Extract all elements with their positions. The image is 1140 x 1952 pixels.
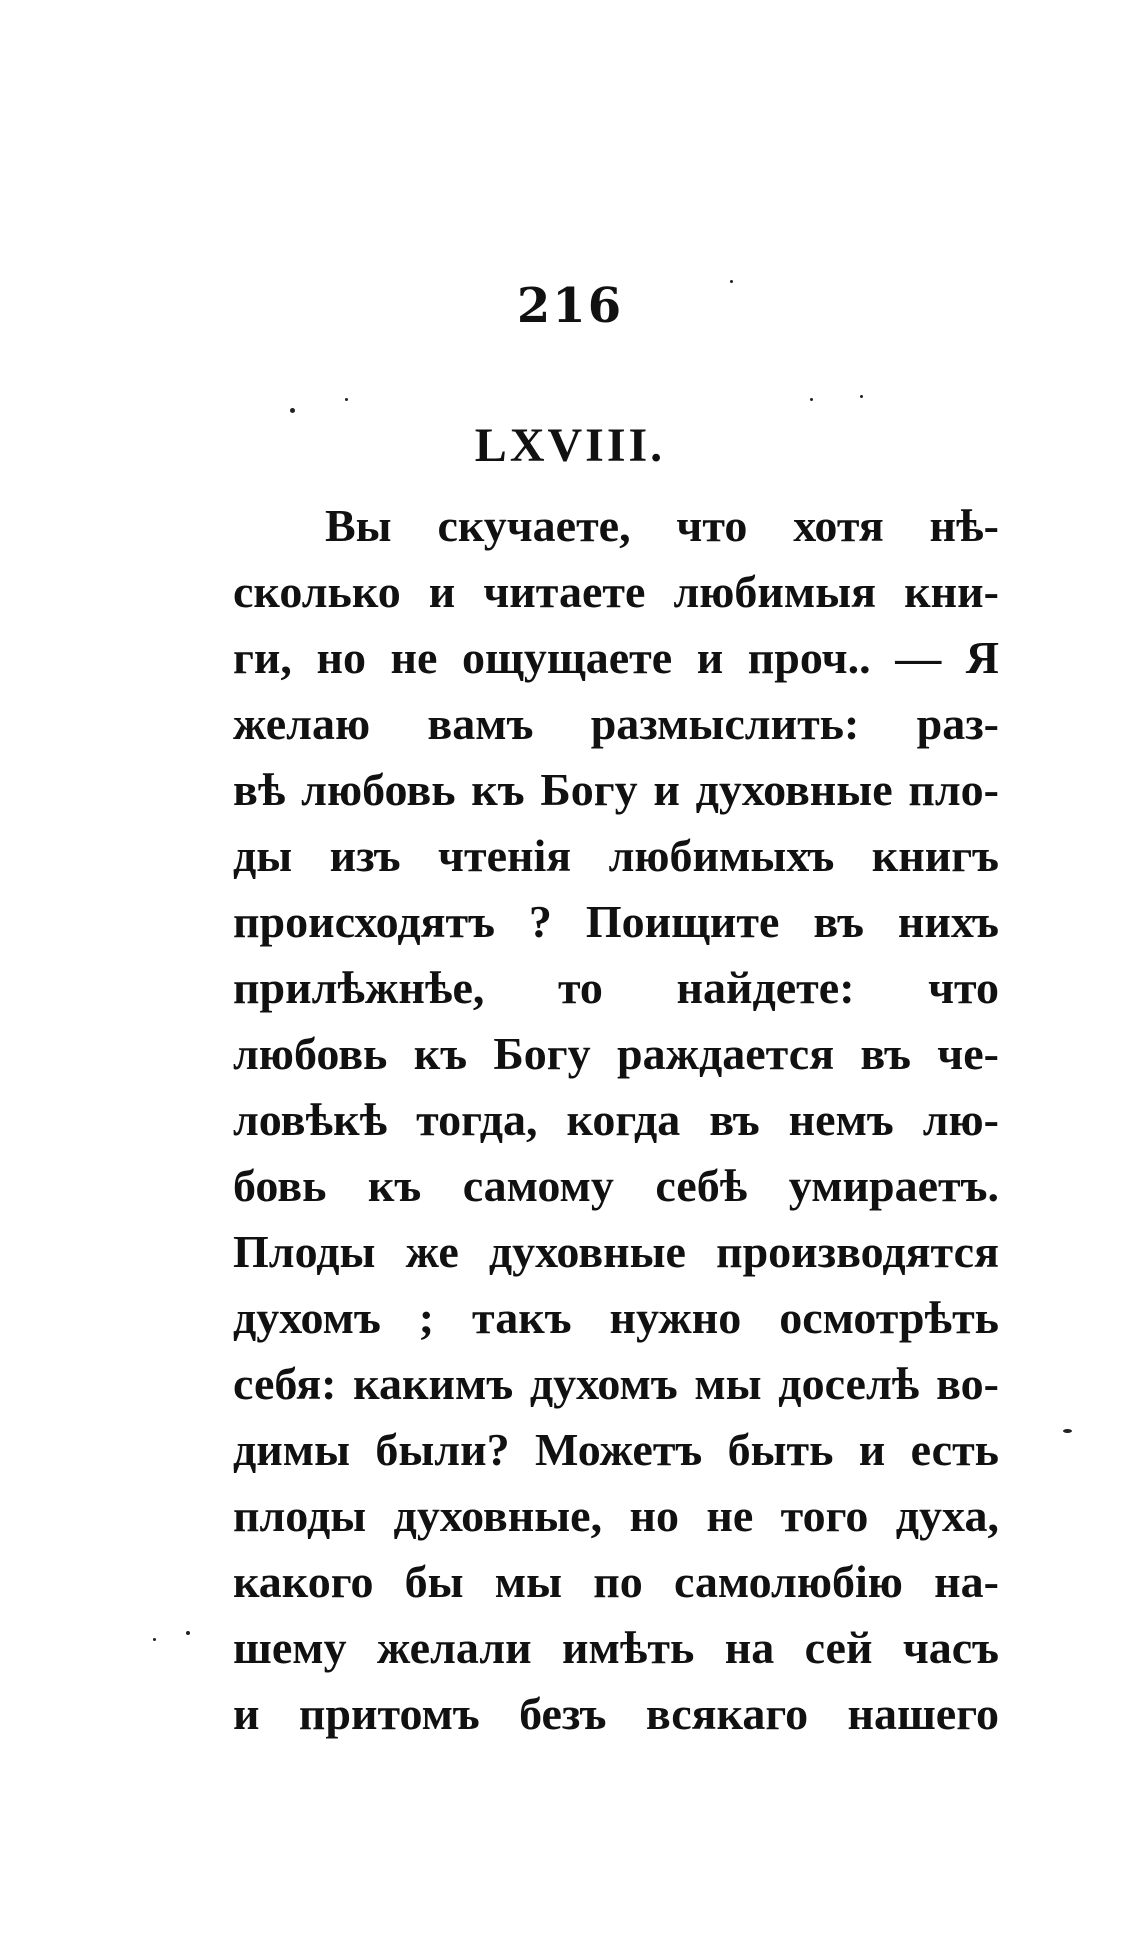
text-word: Плоды (233, 1226, 376, 1277)
text-word: имѣть (561, 1622, 695, 1673)
text-word: найдете: (676, 962, 855, 1013)
scan-speck (810, 398, 813, 401)
text-word: духомъ (529, 1358, 678, 1409)
text-word: всякаго (645, 1688, 809, 1739)
text-word: того (780, 1490, 869, 1541)
text-word: че- (937, 1028, 999, 1079)
text-line (233, 493, 999, 559)
text-line (233, 1087, 999, 1153)
text-word: духовные (695, 764, 893, 815)
text-line (233, 1615, 999, 1681)
text-word: что (928, 962, 999, 1013)
text-word: плоды (233, 1490, 367, 1541)
text-line (233, 1219, 999, 1285)
text-word: проч.. (747, 632, 871, 683)
scan-speck (153, 1638, 156, 1641)
text-word: вамъ (427, 698, 534, 749)
text-word: происходятъ (233, 896, 495, 947)
text-word: но (629, 1490, 679, 1541)
text-word: размыслить: (590, 698, 860, 749)
text-word: димы (233, 1424, 351, 1475)
text-word: умираетъ. (788, 1160, 999, 1211)
text-word: что (676, 500, 748, 551)
text-word: осмотрѣть (779, 1292, 999, 1343)
text-word: были? (375, 1424, 510, 1475)
text-word: на- (934, 1556, 999, 1607)
chapter-heading: LXVIII. (474, 419, 666, 472)
text-word: нѣ- (929, 500, 999, 551)
text-line (233, 1681, 999, 1747)
text-word: и (428, 566, 456, 617)
text-word: себѣ (655, 1160, 748, 1211)
text-word: притомъ (298, 1688, 480, 1739)
text-word: на (724, 1622, 775, 1673)
text-word: и (696, 632, 724, 683)
text-word: раждается (617, 1028, 835, 1079)
text-word: прилѣжнѣе, (233, 962, 485, 1013)
text-word: по (593, 1556, 643, 1607)
text-word: сколько (233, 566, 401, 617)
text-line (233, 1021, 999, 1087)
text-line (233, 757, 999, 823)
body-text (233, 493, 999, 1747)
text-word: тогда, (416, 1094, 538, 1145)
text-word: ; (418, 1292, 435, 1343)
text-word: же (405, 1226, 459, 1277)
text-word: ловѣкѣ (233, 1094, 388, 1145)
text-word: пло- (908, 764, 999, 815)
text-word: любимыя (673, 566, 877, 617)
text-word: и (233, 1688, 260, 1739)
text-word: духовные, (393, 1490, 603, 1541)
text-word: желаю (233, 698, 371, 749)
text-line (233, 1153, 999, 1219)
text-word: какого (233, 1556, 374, 1607)
text-word: бовь (233, 1160, 327, 1211)
scan-speck (730, 280, 733, 283)
text-word: самому (462, 1160, 614, 1211)
text-word: Богу (540, 764, 638, 815)
text-word: ги, (233, 632, 292, 683)
text-word: въ (709, 1094, 760, 1145)
text-word: книгъ (871, 830, 999, 881)
page-number: 216 (516, 278, 624, 334)
text-word: въ (813, 896, 864, 947)
text-word: мы (694, 1358, 762, 1409)
text-word: ды (233, 830, 293, 881)
text-word: изъ (329, 830, 401, 881)
text-word: вѣ (233, 764, 286, 815)
text-line (233, 823, 999, 889)
text-word: чтенія (438, 830, 572, 881)
text-line (233, 889, 999, 955)
text-word: Я (965, 632, 999, 683)
text-word: ощущаете (462, 632, 673, 683)
text-word: шему (233, 1622, 347, 1673)
text-word: во- (936, 1358, 999, 1409)
text-word: духомъ (233, 1292, 381, 1343)
scan-speck (345, 398, 348, 401)
text-line (233, 1285, 999, 1351)
text-word: въ (860, 1028, 911, 1079)
text-word: не (390, 632, 438, 683)
text-word: бы (404, 1556, 464, 1607)
text-word: сей (804, 1622, 873, 1673)
text-word: нашего (847, 1688, 999, 1739)
text-word: себя: (233, 1358, 337, 1409)
text-word: когда (566, 1094, 681, 1145)
text-word: Вы (325, 500, 392, 551)
text-word: немъ (788, 1094, 894, 1145)
text-word: но (316, 632, 366, 683)
text-word: и (858, 1424, 886, 1475)
text-line (233, 1483, 999, 1549)
text-line (233, 1417, 999, 1483)
text-word: раз- (916, 698, 999, 749)
text-word: Можетъ (534, 1424, 703, 1475)
text-word: — (895, 632, 942, 683)
text-word: такъ (472, 1292, 572, 1343)
scan-speck (290, 408, 295, 413)
text-word: мы (494, 1556, 563, 1607)
scan-speck (1063, 1429, 1072, 1433)
text-word: читаете (483, 566, 646, 617)
text-word: ? (528, 896, 552, 947)
text-word: духовные (488, 1226, 686, 1277)
text-word: Богу (493, 1028, 591, 1079)
text-line (233, 559, 999, 625)
text-word: быть (727, 1424, 834, 1475)
text-word: нужно (609, 1292, 742, 1343)
text-word: скучаете, (437, 500, 631, 551)
text-word: не (706, 1490, 754, 1541)
text-word: доселѣ (778, 1358, 920, 1409)
text-word: любовь (233, 1028, 388, 1079)
scan-speck (186, 1631, 190, 1635)
text-word: лю- (922, 1094, 999, 1145)
text-line (233, 1549, 999, 1615)
text-word: часъ (902, 1622, 999, 1673)
text-line (233, 625, 999, 691)
scan-speck (860, 395, 863, 398)
text-word: производятся (716, 1226, 999, 1277)
text-word: хотя (793, 500, 884, 551)
text-word: любимыхъ (608, 830, 835, 881)
text-word: духа, (895, 1490, 999, 1541)
text-line (233, 691, 999, 757)
text-word: и (653, 764, 680, 815)
text-word: желали (376, 1622, 532, 1673)
text-word: любовь (301, 764, 456, 815)
text-word: нихъ (897, 896, 999, 947)
text-word: какимъ (353, 1358, 514, 1409)
text-word: къ (367, 1160, 422, 1211)
text-word: Поищите (585, 896, 780, 947)
text-word: безъ (519, 1688, 607, 1739)
text-word: къ (413, 1028, 468, 1079)
text-line (233, 1351, 999, 1417)
text-word: кни- (904, 566, 999, 617)
text-word: самолюбію (673, 1556, 903, 1607)
text-word: къ (471, 764, 525, 815)
text-line (233, 955, 999, 1021)
text-word: то (557, 962, 603, 1013)
text-word: есть (910, 1424, 999, 1475)
